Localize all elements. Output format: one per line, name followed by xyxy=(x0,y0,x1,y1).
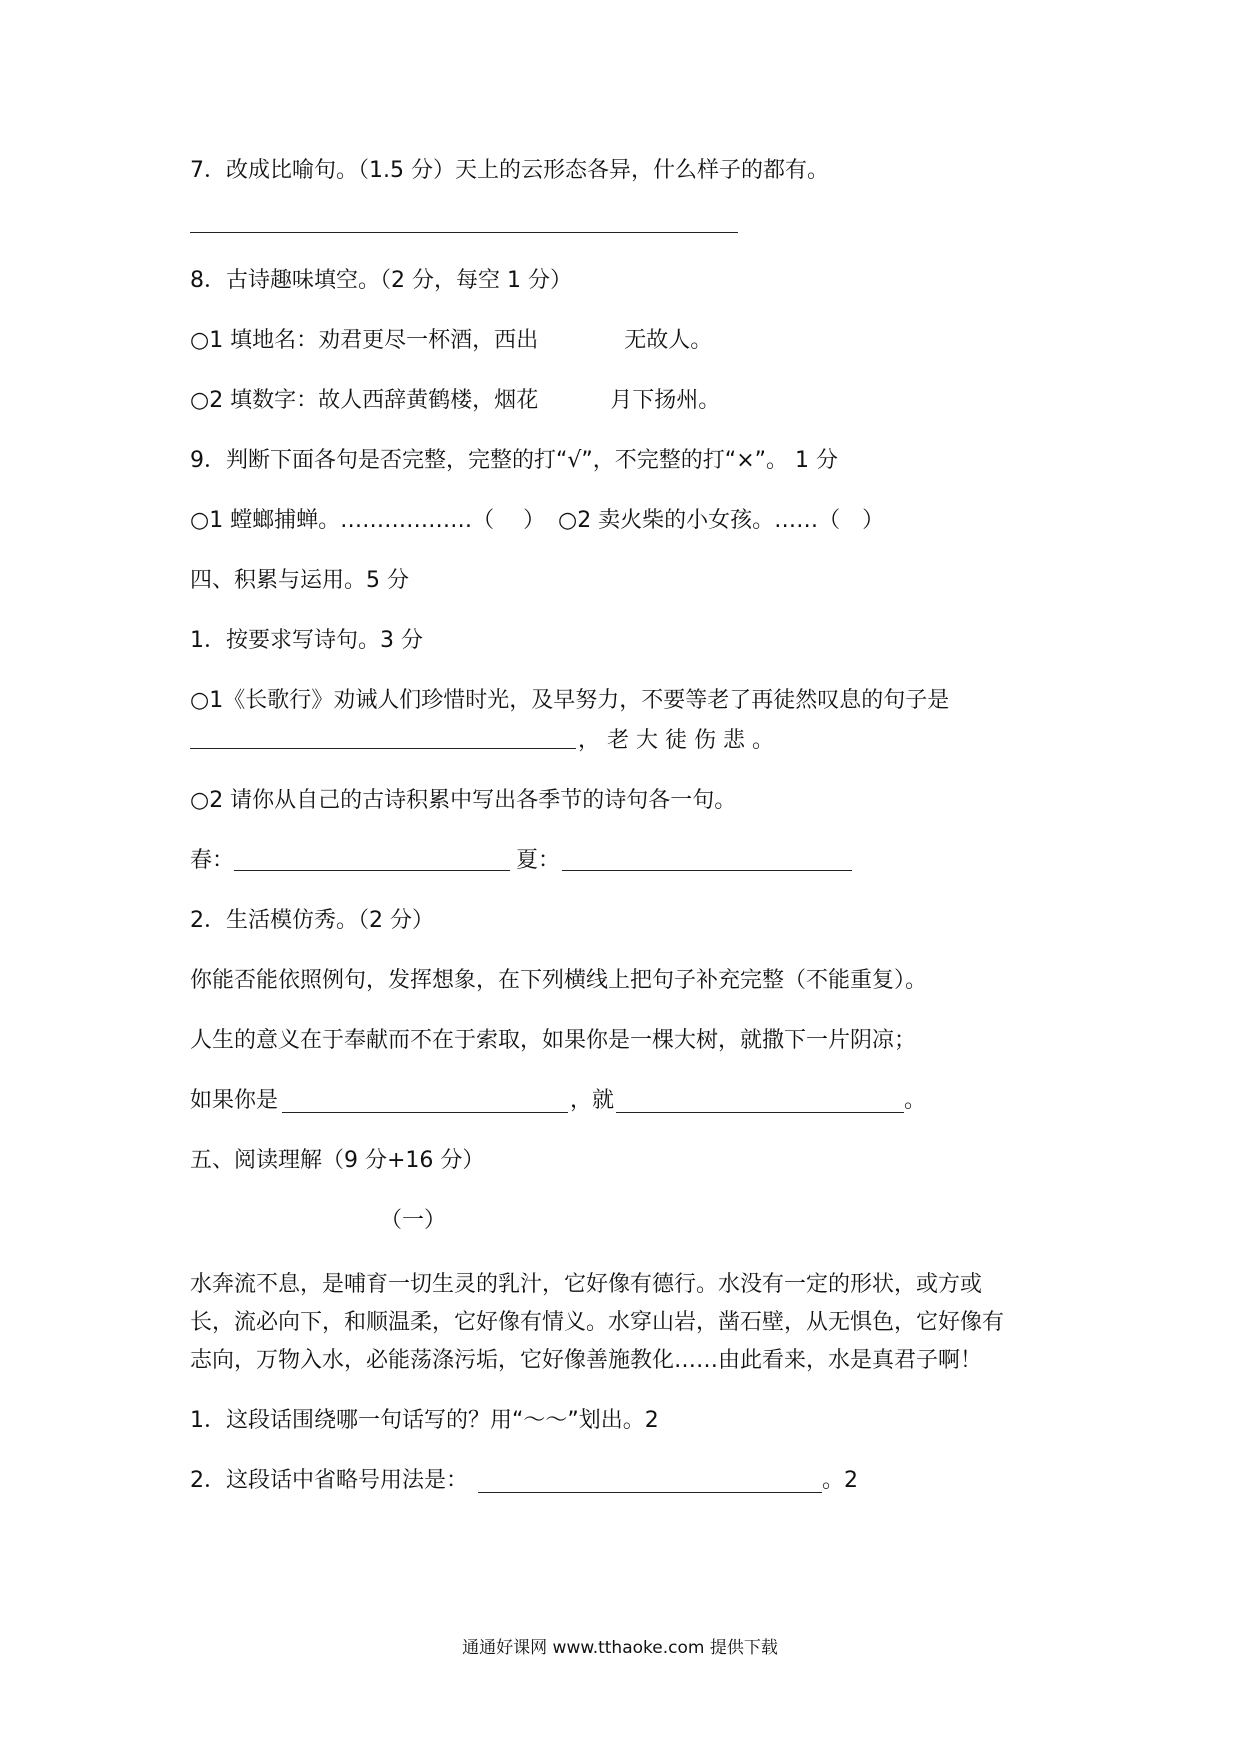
section-4-title: 四、积累与运用。5 分 xyxy=(190,568,409,593)
question-9-item-1: ○1 螳螂捕蝉。………………（ ） xyxy=(190,508,546,533)
answer-line-jiu[interactable] xyxy=(616,1112,904,1113)
question-8: 8．古诗趣味填空。（2 分，每空 1 分） xyxy=(190,268,572,293)
section-4-q2-fill-mid: ，就 xyxy=(570,1088,615,1113)
answer-line-ellipsis[interactable] xyxy=(478,1492,822,1493)
section-4-q1-item-1: ○1《长歌行》劝诫人们珍惜时光，及早努力，不要等老了再徒然叹息的句子是 xyxy=(190,688,950,713)
section-4-q2-fill-end: 。 xyxy=(904,1088,927,1113)
summer-label: 夏： xyxy=(516,848,561,873)
section-4-q2-example: 人生的意义在于奉献而不在于索取，如果你是一棵大树，就撒下一片阴凉； xyxy=(190,1028,917,1053)
section-5-q2-suffix: 。2 xyxy=(822,1468,858,1493)
question-7: 7．改成比喻句。（1.5 分）天上的云形态各异，什么样子的都有。 xyxy=(190,158,829,183)
section-5-q1: 1．这段话围绕哪一句话写的？用“～～”划出。2 xyxy=(190,1408,659,1433)
question-9: 9．判断下面各句是否完整，完整的打“√”，不完整的打“×”。 1 分 xyxy=(190,448,839,473)
q8-item1-prefix: ○1 填地名：劝君更尽一杯酒，西出 xyxy=(190,328,539,353)
answer-line-q7[interactable] xyxy=(190,232,738,233)
section-5-title: 五、阅读理解（9 分+16 分） xyxy=(190,1148,485,1173)
q8-item2-suffix: 月下扬州。 xyxy=(610,388,721,413)
section-4-q2-title: 2．生活模仿秀。（2 分） xyxy=(190,908,434,933)
q8-item1-suffix: 无故人。 xyxy=(624,328,713,353)
spring-label: 春： xyxy=(190,848,235,873)
section-4-q2-instruction: 你能否能依照例句，发挥想象，在下列横线上把句子补充完整（不能重复）。 xyxy=(190,968,928,993)
passage-line-1: 水奔流不息，是哺育一切生灵的乳汁，它好像有德行。水没有一定的形状，或方或 xyxy=(190,1272,983,1297)
section-4-q1-item-1-tail: ， 老 大 徒 伤 悲 。 xyxy=(578,728,774,753)
section-4-q1-title: 1．按要求写诗句。3 分 xyxy=(190,628,423,653)
question-8-item-1 xyxy=(190,326,712,356)
passage-line-2: 长，流必向下，和顺温柔，它好像有情义。水穿山岩，凿石壁，从无惧色，它好像有 xyxy=(190,1310,1005,1335)
section-5-part-label: （一） xyxy=(380,1208,447,1233)
q8-item2-prefix: ○2 填数字：故人西辞黄鹤楼，烟花 xyxy=(190,388,539,413)
answer-line-ruguo[interactable] xyxy=(282,1112,568,1113)
answer-line-changgexing[interactable] xyxy=(190,748,576,749)
section-4-q1-item-2: ○2 请你从自己的古诗积累中写出各季节的诗句各一句。 xyxy=(190,788,737,813)
section-5-q2-prefix: 2．这段话中省略号用法是： xyxy=(190,1468,468,1493)
question-8-item-2 xyxy=(190,386,720,416)
answer-line-summer[interactable] xyxy=(562,870,852,871)
page-footer: 通通好课网 www.tthaoke.com 提供下载 xyxy=(462,1638,778,1658)
answer-line-spring[interactable] xyxy=(234,870,510,871)
question-9-item-2: ○2 卖火柴的小女孩。……（ ） xyxy=(558,508,885,533)
section-4-q2-fill-prefix: 如果你是 xyxy=(190,1088,279,1113)
passage-line-3: 志向，万物入水，必能荡涤污垢，它好像善施教化……由此看来，水是真君子啊！ xyxy=(190,1348,983,1373)
